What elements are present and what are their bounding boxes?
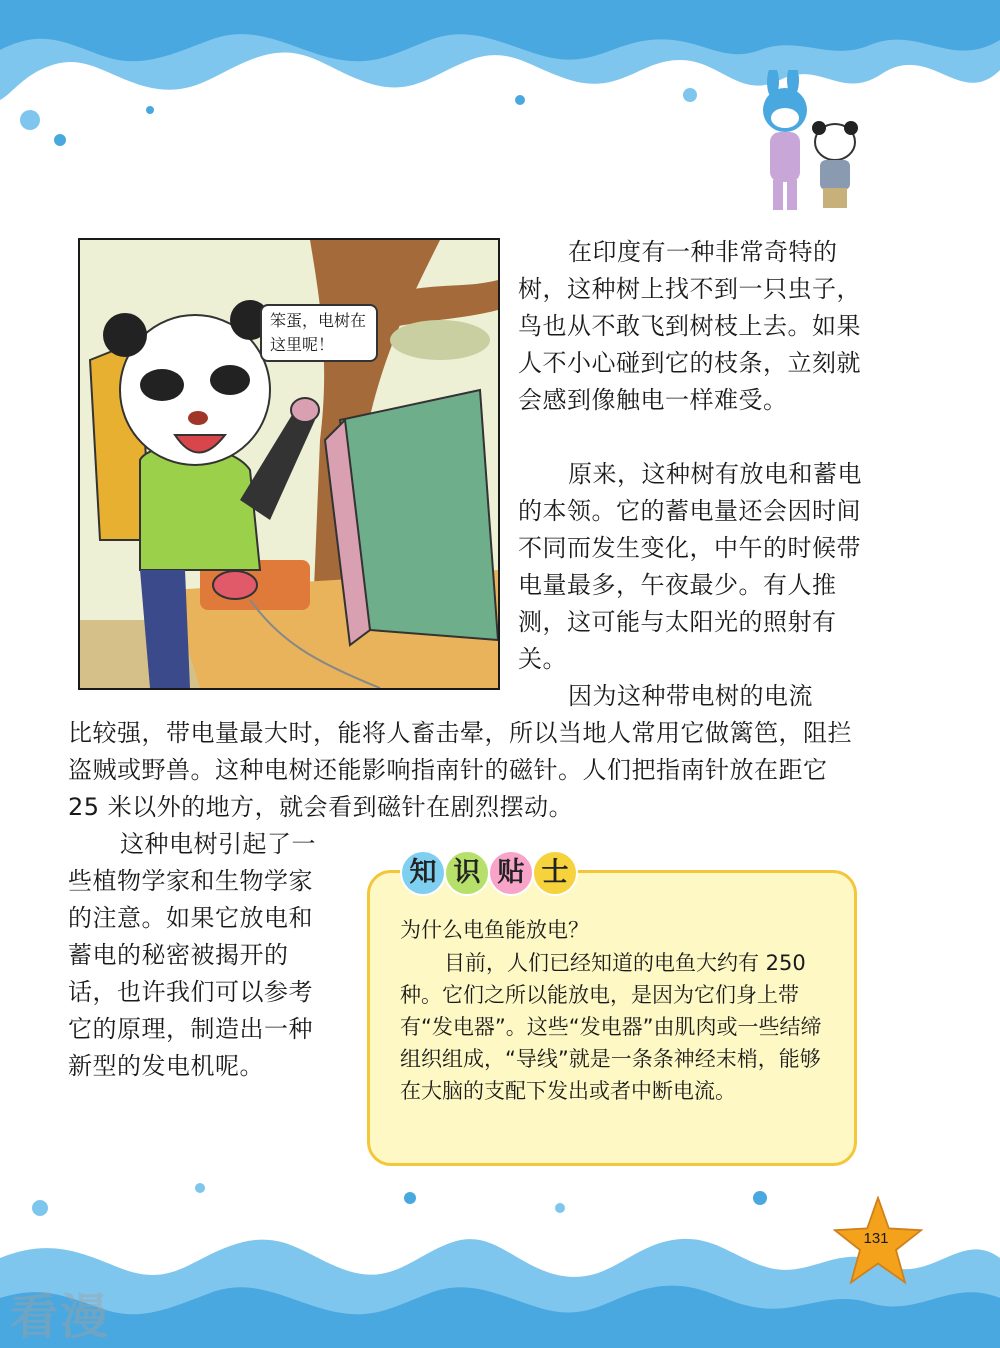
paragraph-1: 在印度有一种非常奇特的树，这种树上找不到一只虫子，鸟也从不敢飞到树枝上去。如果人不小心碰到它的枝条，立刻就会感到像触电一样难受。 (518, 238, 861, 414)
mascot-characters (745, 70, 870, 220)
paragraph-3-rest: 比较强，带电量最大时，能将人畜击晕，所以当地人常用它做篱笆，阻拦盗贼或野兽。这种电树还能影响指南针的磁针。人们把指南针放在距它 25 米以外的地方，就会看到磁针在剧烈摆动。 (68, 719, 852, 821)
tips-title-char-3: 贴 (488, 850, 534, 896)
tips-title-char-2: 识 (444, 850, 490, 896)
watermark: 看漫 (10, 1289, 111, 1345)
tips-title-char-1: 知 (400, 850, 446, 896)
comic-illustration (78, 238, 500, 690)
tips-title-char-4: 士 (532, 850, 578, 896)
paragraph-2: 原来，这种树有放电和蓄电的本领。它的蓄电量还会因时间不同而发生变化，中午的时候带电量最多，午夜最少。有人推测，这可能与太阳光的照射有关。 (518, 460, 862, 673)
paragraph-3 (68, 678, 863, 826)
paragraph-4: 这种电树引起了一些植物学家和生物学家的注意。如果它放电和蓄电的秘密被揭开的话，也许我们可以参考它的原理，制造出一种新型的发电机呢。 (68, 830, 316, 1080)
knowledge-tips-title (400, 850, 576, 898)
tips-answer: 目前，人们已经知道的电鱼大约有 250 种。它们之所以能放电，是因为它们身上带有“发电器”。这些“发电器”由肌肉或一些结缔组织组成，“导线”就是一条条神经末梢，能够在大脑的支配下发出或者中断电流。 (400, 951, 822, 1103)
speech-bubble: 笨蛋，电树在这里呢！ (260, 304, 378, 362)
tips-question: 为什么电鱼能放电？ (400, 918, 589, 942)
paragraph-3-first-line: 因为这种带电树的电流 (568, 682, 813, 710)
page-number: 131 (863, 1230, 889, 1247)
